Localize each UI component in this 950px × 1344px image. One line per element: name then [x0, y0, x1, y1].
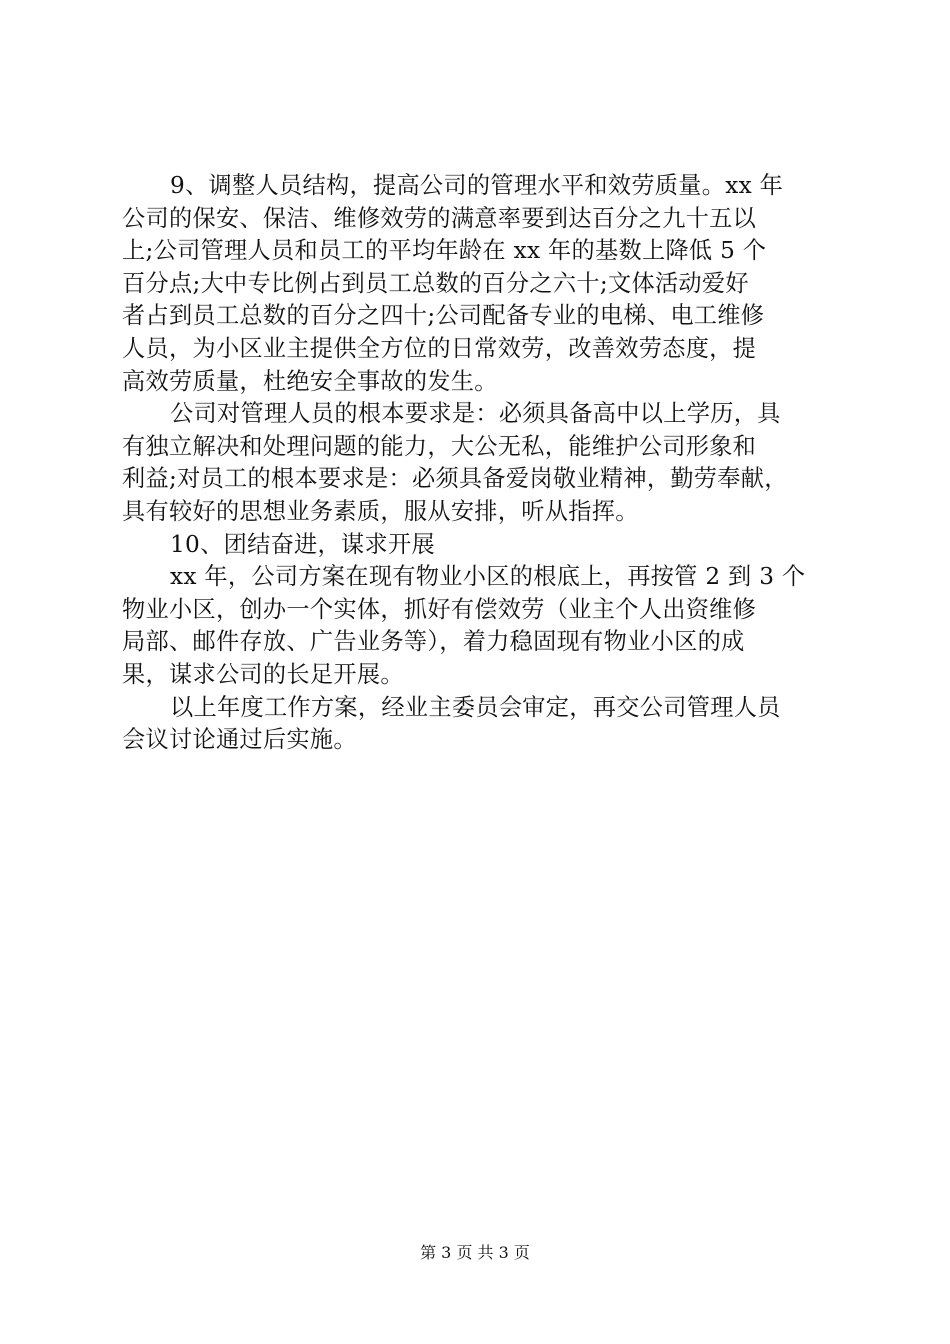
paragraph-9-line-5: 者占到员工总数的百分之四十;公司配备专业的电梯、电工维修 — [122, 302, 765, 330]
paragraph-9-line-7: 高效劳质量，杜绝安全事故的发生。 — [122, 367, 498, 395]
requirements-line-2: 有独立解决和处理问题的能力，大公无私，能维护公司形象和 — [122, 432, 757, 460]
closing-line-2: 会议讨论通过后实施。 — [122, 726, 357, 754]
paragraph-9-line-4: 百分点;大中专比例占到员工总数的百分之六十;文体活动爱好 — [122, 269, 749, 297]
paragraph-9-line-6: 人员，为小区业主提供全方位的日常效劳，改善效劳态度，提 — [122, 334, 757, 362]
paragraph-9-line-2: 公司的保安、保洁、维修效劳的满意率要到达百分之九十五以 — [122, 204, 757, 232]
paragraph-9-line-3: 上;公司管理人员和员工的平均年龄在 xx 年的基数上降低 5 个 — [122, 237, 767, 265]
paragraph-10-line-4: 果，谋求公司的长足开展。 — [122, 660, 404, 688]
document-body — [122, 170, 834, 757]
page-number-footer: 第 3 页 共 3 页 — [420, 1243, 530, 1262]
requirements-line-4: 具有较好的思想业务素质，服从安排，听从指挥。 — [122, 497, 639, 525]
paragraph-10-line-1: xx 年，公司方案在现有物业小区的根底上，再按管 2 到 3 个 — [170, 563, 806, 591]
requirements-line-1: 公司对管理人员的根本要求是：必须具备高中以上学历，具 — [170, 400, 781, 428]
closing-line-1: 以上年度工作方案，经业主委员会审定，再交公司管理人员 — [170, 693, 781, 721]
paragraph-10-line-3: 局部、邮件存放、广告业务等），着力稳固现有物业小区的成 — [122, 628, 745, 656]
paragraph-9-line-1: 9、调整人员结构，提高公司的管理水平和效劳质量。xx 年 — [170, 172, 784, 199]
paragraph-10-line-2: 物业小区，创办一个实体，抓好有偿效劳（业主个人出资维修 — [122, 595, 757, 623]
section-10-heading: 10、团结奋进，谋求开展 — [170, 530, 435, 558]
requirements-line-3: 利益;对员工的根本要求是：必须具备爱岗敬业精神，勤劳奉献， — [122, 465, 788, 493]
